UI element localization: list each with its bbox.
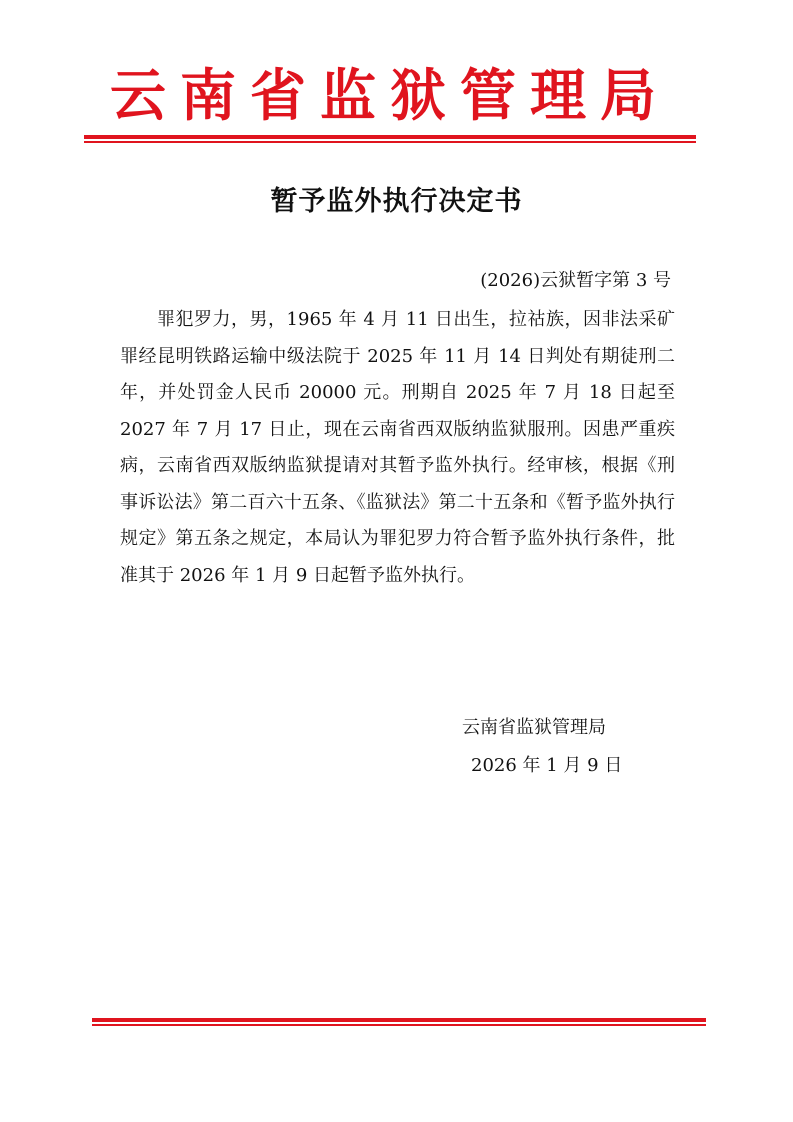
signature-organization: 云南省监狱管理局 bbox=[462, 717, 606, 738]
divider-thick-line bbox=[84, 135, 696, 139]
footer-thin-line bbox=[92, 1024, 706, 1026]
document-body: 罪犯罗力，男，1965 年 4 月 11 日出生，拉祜族，因非法采矿罪经昆明铁路运输中级法院于 2025 年 11 月 14 日判处有期徒刑二年，并处罚金人民币 20000 元。刑期自 2025 年 7 月 18 日起至 2027 年 7 月 17 日止，现在云南省西双版纳监狱服刑。因患严重疾病，云南省西双版纳监狱提请对其暂予监外执行。经审核，根据《刑事诉讼法》第二百六十五条、《监狱法》第二十五条和《暂予监外执行规定》第五条之规定，本局认为罪犯罗力符合暂予监外执行条件，批准其于 2026 年 1 月 9 日起暂予监外执行。 bbox=[120, 309, 675, 586]
masthead-title: 云南省监狱管理局 bbox=[110, 64, 670, 129]
footer-thick-line bbox=[92, 1018, 706, 1022]
document-title: 暂予监外执行决定书 bbox=[270, 186, 523, 217]
document-number: (2026)云狱暂字第 3 号 bbox=[480, 270, 671, 291]
masthead-divider bbox=[84, 135, 696, 144]
signature-date: 2026 年 1 月 9 日 bbox=[471, 755, 623, 776]
footer-divider bbox=[92, 1018, 706, 1027]
divider-thin-line bbox=[84, 141, 696, 143]
